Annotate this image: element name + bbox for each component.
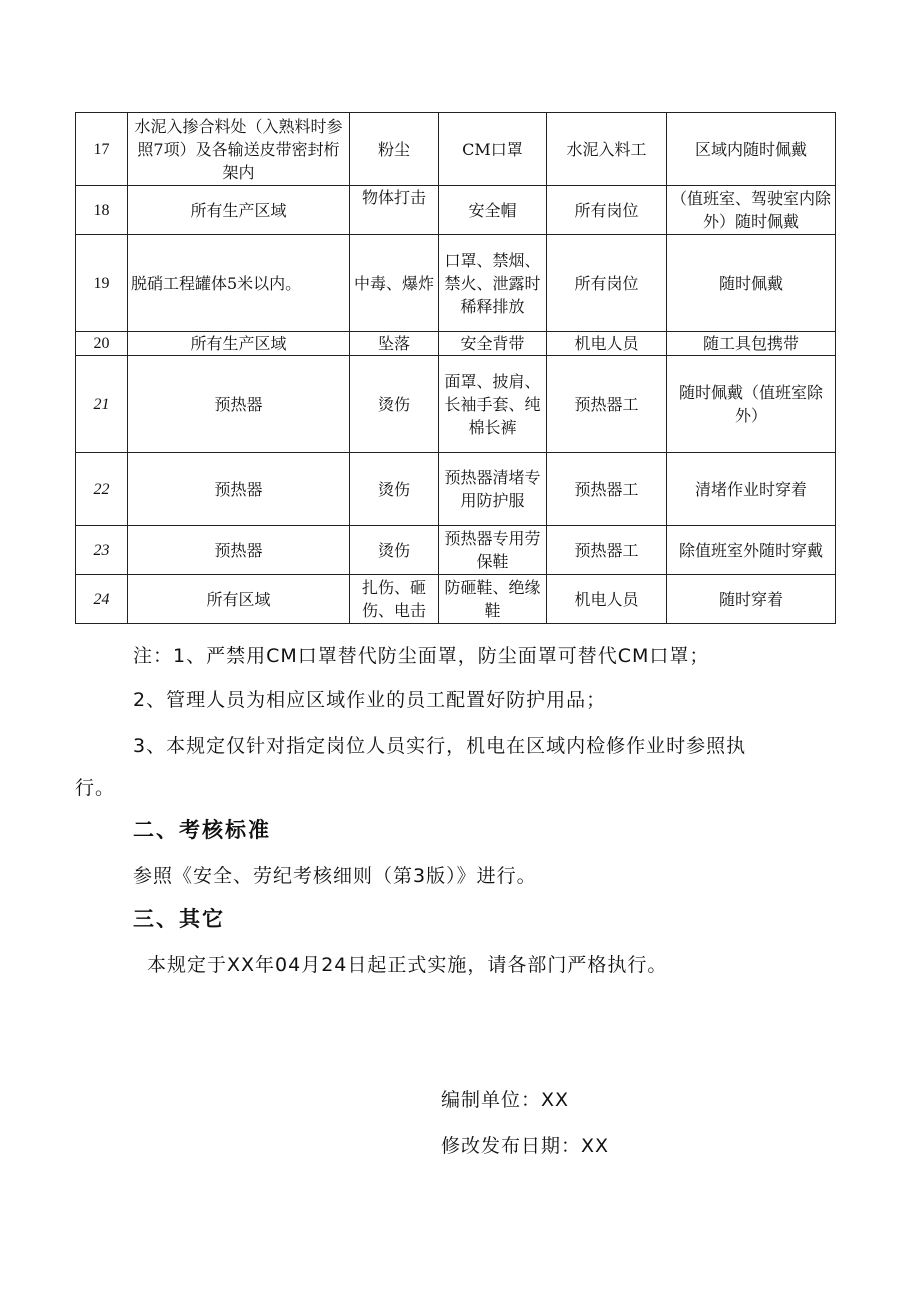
table-row <box>76 186 836 235</box>
ppe-table <box>75 112 836 624</box>
row-number: 22 <box>76 453 128 526</box>
row-post: 机电人员 <box>547 332 667 356</box>
row-post: 水泥入料工 <box>547 113 667 186</box>
row-area: 预热器 <box>128 526 350 575</box>
table-row <box>76 453 836 526</box>
row-number: 17 <box>76 113 128 186</box>
row-post: 所有岗位 <box>547 186 667 235</box>
row-usage: 除值班室外随时穿戴 <box>667 526 836 575</box>
row-ppe: 防砸鞋、绝缘鞋 <box>439 575 547 624</box>
row-post: 预热器工 <box>547 453 667 526</box>
row-area: 所有区域 <box>128 575 350 624</box>
section-2-text: 参照《安全、劳纪考核细则（第3版）》进行。 <box>133 865 537 887</box>
row-number: 18 <box>76 186 128 235</box>
section-2-heading: 二、考核标准 <box>133 818 271 842</box>
row-usage: 清堵作业时穿着 <box>667 453 836 526</box>
row-hazard: 坠落 <box>350 332 439 356</box>
row-hazard: 物体打击 <box>350 186 439 235</box>
table-row <box>76 113 836 186</box>
row-number: 20 <box>76 332 128 356</box>
row-area: 预热器 <box>128 356 350 453</box>
row-usage: 随时佩戴 <box>667 235 836 332</box>
note-3-line-2: 行。 <box>75 777 116 799</box>
row-usage: 随时穿着 <box>667 575 836 624</box>
table-row <box>76 575 836 624</box>
section-3-text: 本规定于XX年04月24日起正式实施，请各部门严格执行。 <box>147 954 668 976</box>
row-usage: 区域内随时佩戴 <box>667 113 836 186</box>
row-area: 所有生产区域 <box>128 332 350 356</box>
row-post: 预热器工 <box>547 526 667 575</box>
row-hazard: 中毒、爆炸 <box>350 235 439 332</box>
row-number: 24 <box>76 575 128 624</box>
row-area: 脱硝工程罐体5米以内。 <box>128 235 350 332</box>
table-row <box>76 332 836 356</box>
row-usage: 随工具包携带 <box>667 332 836 356</box>
note-3-line-1: 3、本规定仅针对指定岗位人员实行，机电在区域内检修作业时参照执 <box>133 735 747 757</box>
footer-date: 修改发布日期：XX <box>441 1135 610 1157</box>
row-ppe: 安全背带 <box>439 332 547 356</box>
row-number: 23 <box>76 526 128 575</box>
row-hazard: 粉尘 <box>350 113 439 186</box>
footer-unit: 编制单位：XX <box>441 1089 570 1111</box>
row-usage: （值班室、驾驶室内除外）随时佩戴 <box>667 186 836 235</box>
row-hazard: 扎伤、砸伤、电击 <box>350 575 439 624</box>
row-hazard: 烫伤 <box>350 356 439 453</box>
row-ppe: 安全帽 <box>439 186 547 235</box>
row-post: 预热器工 <box>547 356 667 453</box>
row-hazard: 烫伤 <box>350 526 439 575</box>
row-area: 所有生产区域 <box>128 186 350 235</box>
row-number: 21 <box>76 356 128 453</box>
row-hazard: 烫伤 <box>350 453 439 526</box>
row-number: 19 <box>76 235 128 332</box>
row-area: 预热器 <box>128 453 350 526</box>
row-ppe: 面罩、披肩、长袖手套、纯棉长裤 <box>439 356 547 453</box>
row-area: 水泥入掺合料处（入熟料时参照7项）及各输送皮带密封桁架内 <box>128 113 350 186</box>
table-row <box>76 526 836 575</box>
section-3-heading: 三、其它 <box>133 907 225 931</box>
row-ppe: 预热器清堵专用防护服 <box>439 453 547 526</box>
row-ppe: 预热器专用劳保鞋 <box>439 526 547 575</box>
row-post: 所有岗位 <box>547 235 667 332</box>
table-row <box>76 235 836 332</box>
row-usage: 随时佩戴（值班室除外） <box>667 356 836 453</box>
row-ppe: 口罩、禁烟、禁火、泄露时稀释排放 <box>439 235 547 332</box>
note-2: 2、管理人员为相应区域作业的员工配置好防护用品； <box>133 689 607 711</box>
table-row <box>76 356 836 453</box>
row-post: 机电人员 <box>547 575 667 624</box>
row-ppe: CM口罩 <box>439 113 547 186</box>
note-1: 注：1、严禁用CM口罩替代防尘面罩，防尘面罩可替代CM口罩； <box>133 645 710 667</box>
